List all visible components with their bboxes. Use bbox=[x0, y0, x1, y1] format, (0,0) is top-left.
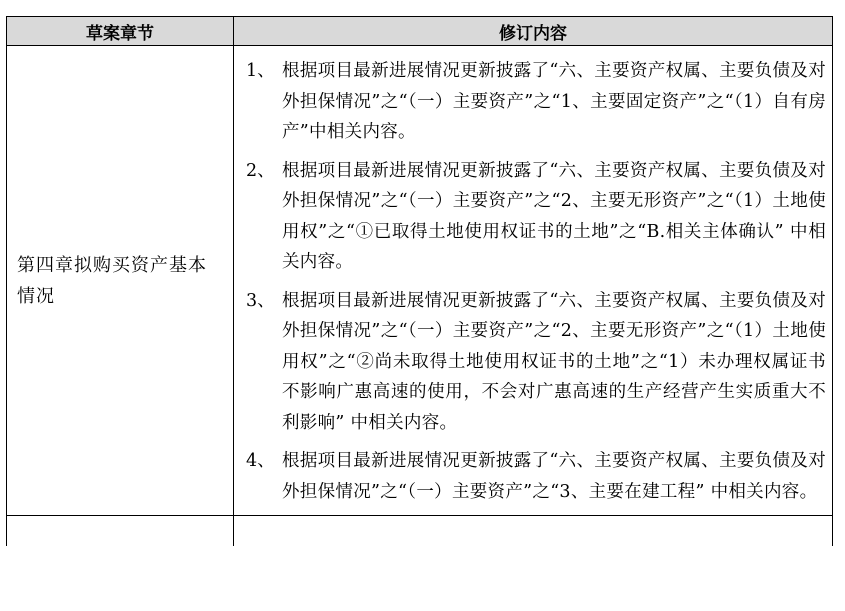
header-section: 草案章节 bbox=[7, 17, 234, 45]
table-row bbox=[7, 46, 833, 516]
item-text: 根据项目最新进展情况更新披露了“六、主要资产权属、主要负债及对外担保情况”之“（一）主要资产”之“3、主要在建工程” 中相关内容。 bbox=[282, 451, 826, 502]
list-item bbox=[246, 56, 826, 148]
list-item bbox=[246, 156, 826, 278]
section-cell: 第四章拟购买资产基本情况 bbox=[7, 46, 234, 515]
item-number: 4、 bbox=[246, 451, 275, 471]
item-text: 根据项目最新进展情况更新披露了“六、主要资产权属、主要负债及对外担保情况”之“（一）主要资产”之“2、主要无形资产”之“（1）土地使用权”之“①已取得土地使用权证书的土地”之“B.相关主体确认” 中相关内容。 bbox=[282, 160, 826, 272]
content-cell bbox=[234, 46, 833, 515]
header-content: 修订内容 bbox=[234, 17, 833, 45]
item-text: 根据项目最新进展情况更新披露了“六、主要资产权属、主要负债及对外担保情况”之“（一）主要资产”之“1、主要固定资产”之“（1）自有房产”中相关内容。 bbox=[282, 61, 826, 142]
item-number: 2、 bbox=[246, 160, 275, 181]
item-number: 1、 bbox=[246, 61, 275, 81]
table-header-row bbox=[7, 17, 833, 46]
list-item bbox=[246, 446, 826, 507]
item-number: 3、 bbox=[246, 290, 275, 311]
content-cell-empty bbox=[234, 516, 833, 546]
item-text: 根据项目最新进展情况更新披露了“六、主要资产权属、主要负债及对外担保情况”之“（一）主要资产”之“2、主要无形资产”之“（1）土地使用权”之“②尚未取得土地使用权证书的土地”之“1）未办理权属证书不影响广惠高速的使用，不会对广惠高速的生产经营产生实质重大不利影响” 中相关内容。 bbox=[282, 290, 826, 433]
list-item bbox=[246, 286, 826, 439]
table-row-partial bbox=[7, 516, 833, 546]
section-cell-empty bbox=[7, 516, 234, 546]
revision-table bbox=[6, 16, 833, 546]
